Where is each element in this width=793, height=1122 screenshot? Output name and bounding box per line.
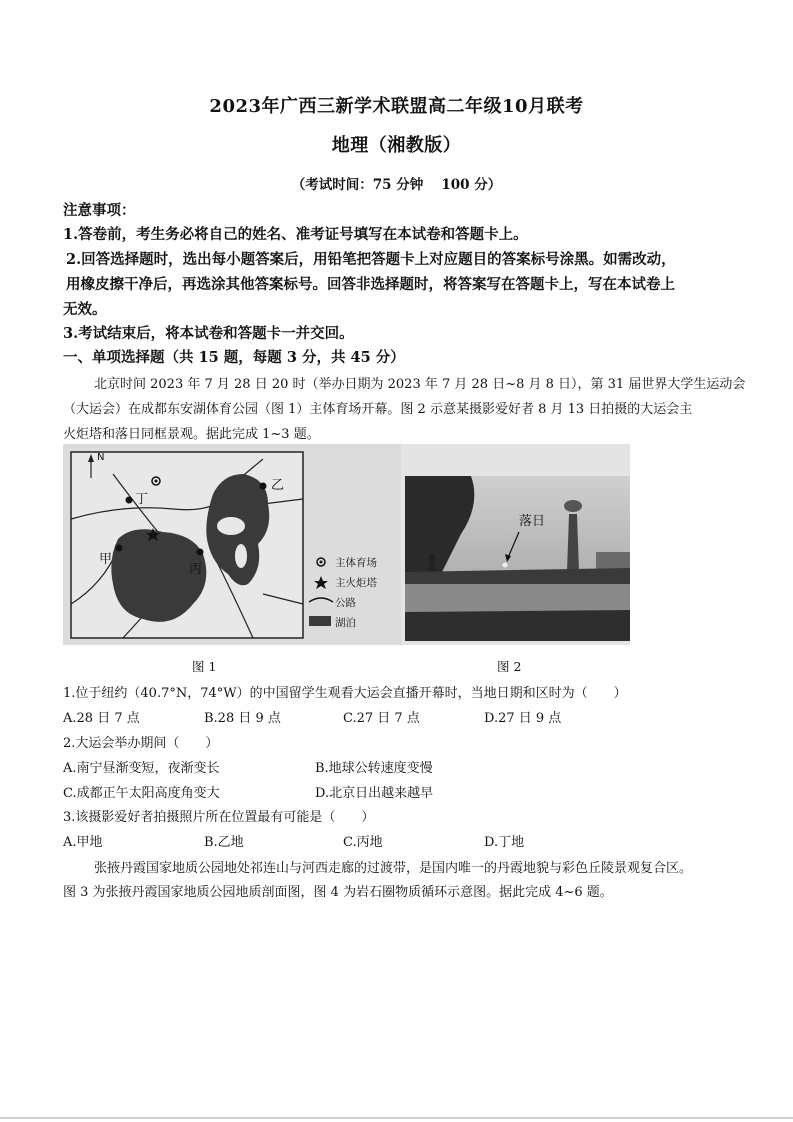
- subject-title: 地理（湘教版）: [331, 135, 462, 156]
- label-yi: 乙: [271, 478, 285, 493]
- exam-info: （考试时间：75 分钟 100 分）: [291, 177, 502, 193]
- note-item-1: 1.答卷前，考生务必将自己的姓名、准考证号填写在本试卷和答题卡上。: [63, 226, 528, 243]
- question-2-option-c: C.成都正午太阳高度角变大: [63, 786, 220, 801]
- legend-lake-icon: [309, 616, 331, 626]
- photo-sun: [503, 563, 508, 568]
- legend-stadium-label: 主体育场: [335, 557, 377, 569]
- section-1-intro-line-2: （大运会）在成都东安湖体育公园（图 1）主体育场开幕。图 2 示意某摄影爱好者 8 月 13 日拍摄的大运会主: [63, 402, 693, 417]
- question-3-stem: 3.该摄影爱好者拍摄照片所在位置最有可能是（ ）: [63, 810, 375, 825]
- question-2-option-d: D.北京日出越来越早: [315, 786, 434, 801]
- figure-1-map: [63, 444, 401, 645]
- point-yi: [260, 483, 267, 490]
- point-jia: [116, 545, 123, 552]
- note-item-2-line-3: 无效。: [63, 301, 107, 318]
- question-3-option-d: D.丁地: [484, 835, 525, 850]
- figure-2-photo: [401, 444, 630, 645]
- photo-foreground: [405, 610, 630, 641]
- question-1-option-a: A.28 日 7 点: [63, 711, 140, 726]
- question-3-option-c: C.丙地: [343, 835, 383, 850]
- label-bing: 丙: [189, 562, 203, 577]
- section-1-intro-line-1: 北京时间 2023 年 7 月 28 日 20 时（举办日期为 2023 年 7 月 28 日~8 月 8 日），第 31 届世界大学生运动会: [94, 377, 746, 392]
- question-2-option-a: A.南宁昼渐变短，夜渐变长: [63, 761, 220, 776]
- legend-lake-label: 湖泊: [335, 617, 356, 629]
- question-3-option-a: A.甲地: [63, 835, 103, 850]
- question-1-stem: 1.位于纽约（40.7°N，74°W）的中国留学生观看大运会直播开幕时，当地日期和区时为（ ）: [63, 686, 627, 701]
- legend-torch-icon: [314, 576, 328, 589]
- section-2-intro-line-2: 图 3 为张掖丹霞国家地质公园地质剖面图，图 4 为岩石圈物质循环示意图。据此完成 4~6 题。: [63, 885, 613, 900]
- legend-road-icon: [309, 598, 333, 602]
- sunset-label: 落日: [519, 514, 546, 529]
- section-1-heading: 一、单项选择题（共 15 题，每题 3 分，共 45 分）: [63, 349, 405, 366]
- photo-torch-tower: [567, 514, 579, 572]
- question-2-option-b: B.地球公转速度变慢: [315, 761, 433, 776]
- point-ding: [126, 497, 133, 504]
- exam-title: 2023年广西三新学术联盟高二年级10月联考: [209, 96, 584, 117]
- notes-heading: 注意事项：: [63, 202, 136, 219]
- legend-road-label: 公路: [335, 597, 356, 609]
- question-1-option-c: C.27 日 7 点: [343, 711, 420, 726]
- section-2-intro-line-1: 张掖丹霞国家地质公园地处祁连山与河西走廊的过渡带，是国内唯一的丹霞地貌与彩色丘陵景观复合区。: [94, 861, 693, 876]
- question-2-stem: 2.大运会举办期间（ ）: [63, 736, 219, 751]
- section-1-intro-line-3: 火炬塔和落日同框景观。据此完成 1~3 题。: [63, 427, 320, 442]
- note-item-3: 3.考试结束后，将本试卷和答题卡一并交回。: [63, 325, 354, 342]
- north-label: N: [97, 452, 105, 463]
- question-1-option-d: D.27 日 9 点: [484, 711, 562, 726]
- legend-stadium-icon: [317, 558, 325, 566]
- figure-1-caption: 图 1: [192, 659, 217, 674]
- question-1-option-b: B.28 日 9 点: [204, 711, 281, 726]
- label-jia: 甲: [99, 552, 113, 567]
- photo-lake: [405, 584, 630, 614]
- note-item-2-line-2: 用橡皮擦干净后，再选涂其他答案标号。回答非选择题时，将答案写在答题卡上，写在本试卷上: [66, 276, 675, 293]
- legend-torch-label: 主火炬塔: [335, 577, 377, 589]
- figure-2-caption: 图 2: [497, 659, 522, 674]
- page-bottom-edge: [0, 1117, 793, 1119]
- photo-torch-top: [564, 500, 582, 512]
- island: [235, 544, 247, 568]
- island: [217, 517, 245, 535]
- note-item-2-line-1: 2.回答选择题时，选出每小题答案后，用铅笔把答题卡上对应题目的答案标号涂黑。如需改动，: [66, 251, 676, 268]
- label-ding: 丁: [135, 492, 149, 507]
- question-3-option-b: B.乙地: [204, 835, 244, 850]
- point-bing: [197, 549, 204, 556]
